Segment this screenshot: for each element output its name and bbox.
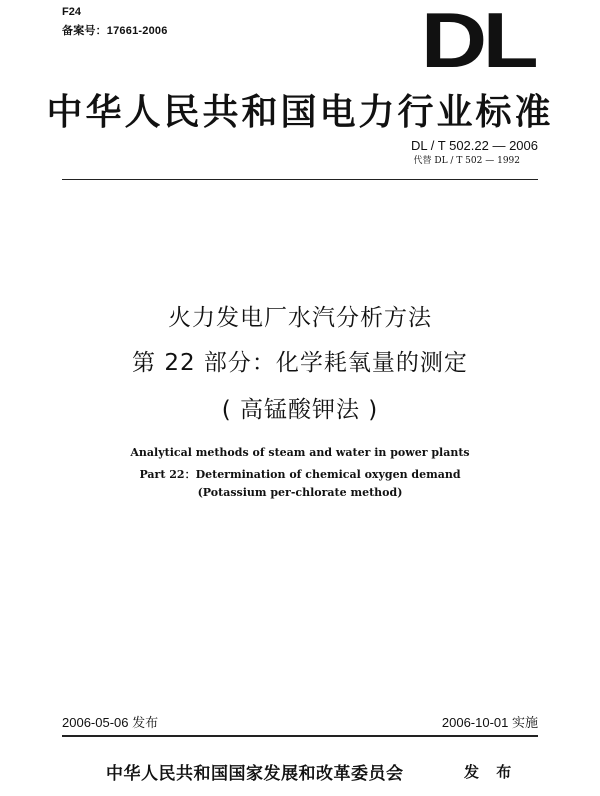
publish-label: 发 布 (464, 763, 518, 781)
document-title-cn-line-3: ( 高锰酸钾法 ) (221, 397, 379, 423)
replaces-standard: 代替 DL / T 502 — 1992 (413, 156, 520, 166)
document-title-en-line-2: Part 22：Determination of chemical oxygen demand (139, 468, 461, 481)
document-title-cn-line-1: 火力发电厂水汽分析方法 (168, 305, 432, 331)
header-divider (62, 179, 538, 180)
document-title-en-line-1: Analytical methods of steam and water in power plants (130, 446, 470, 459)
issue-date: 2006-05-06 发布 (62, 715, 159, 730)
record-number: 备案号：17661-2006 (62, 25, 168, 37)
document-title-en-line-3: (Potassium per-chlorate method) (197, 486, 403, 499)
standard-number: DL / T 502.22 — 2006 (411, 138, 538, 153)
document-title-cn-line-2: 第 22 部分：化学耗氧量的测定 (132, 350, 468, 376)
standard-title: 中华人民共和国电力行业标准 (46, 91, 554, 133)
classification-code: F24 (62, 6, 81, 18)
publisher: 中华人民共和国国家发展和改革委员会 (106, 764, 404, 784)
dl-logo: DL (420, 0, 534, 84)
footer-divider (62, 735, 538, 737)
implementation-date: 2006-10-01 实施 (441, 715, 538, 730)
